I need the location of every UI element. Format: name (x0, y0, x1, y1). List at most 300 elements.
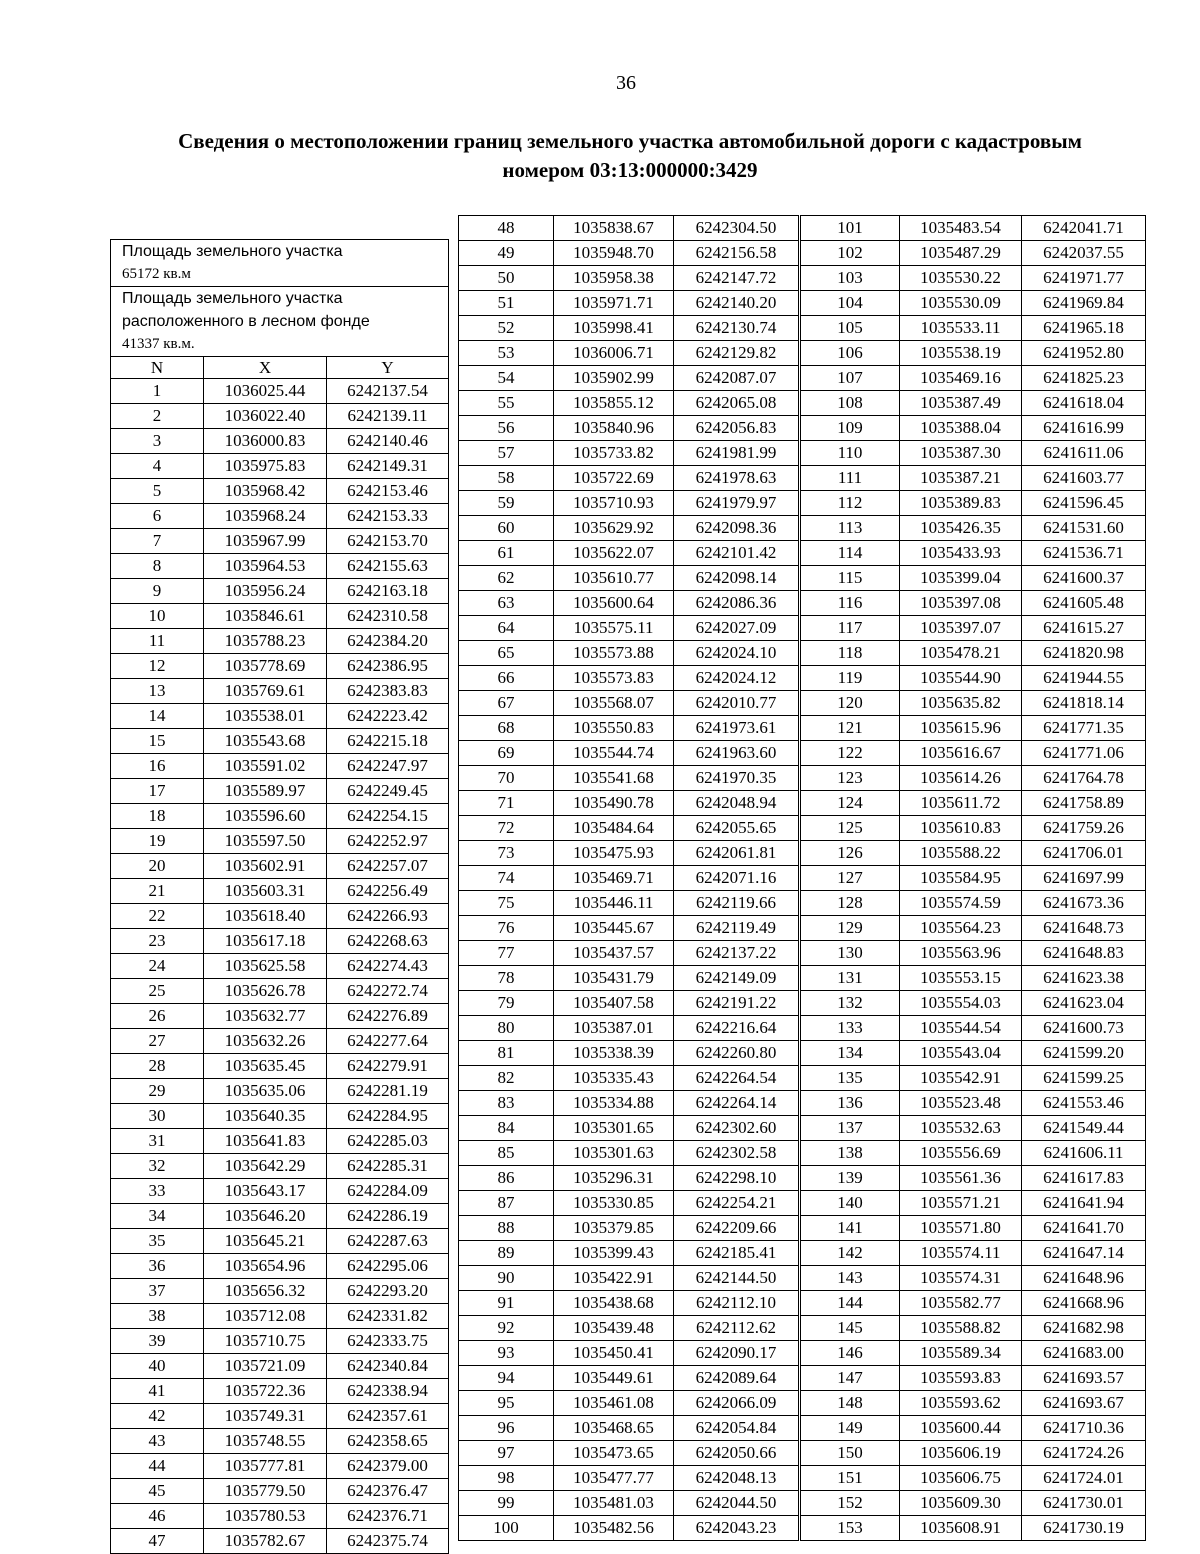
point-number: 73 (459, 841, 554, 866)
point-number: 153 (800, 1516, 900, 1541)
table-row (111, 1179, 449, 1204)
table-row (111, 554, 449, 579)
y-coordinate: 6242153.70 (327, 529, 449, 554)
x-coordinate: 1035490.78 (554, 791, 674, 816)
y-coordinate: 6241979.97 (674, 491, 800, 516)
point-number: 118 (800, 641, 900, 666)
point-number: 7 (111, 529, 204, 554)
y-coordinate: 6241606.11 (1022, 1141, 1146, 1166)
x-coordinate: 1035964.53 (204, 554, 327, 579)
point-number: 38 (111, 1304, 204, 1329)
y-coordinate: 6241553.46 (1022, 1091, 1146, 1116)
x-coordinate: 1035397.07 (900, 616, 1022, 641)
forest-area-cell (111, 287, 449, 357)
point-number: 146 (800, 1341, 900, 1366)
x-coordinate: 1035782.67 (204, 1529, 327, 1554)
point-number: 32 (111, 1154, 204, 1179)
point-number: 128 (800, 891, 900, 916)
area-value: 65172 кв.м (122, 266, 191, 282)
y-coordinate: 6241615.27 (1022, 616, 1146, 641)
x-coordinate: 1035609.30 (900, 1491, 1022, 1516)
table-row (111, 1029, 449, 1054)
point-number: 55 (459, 391, 554, 416)
y-coordinate: 6242137.54 (327, 379, 449, 404)
x-coordinate: 1035543.04 (900, 1041, 1022, 1066)
table-row (459, 916, 1146, 941)
x-coordinate: 1035543.68 (204, 729, 327, 754)
y-coordinate: 6242272.74 (327, 979, 449, 1004)
x-coordinate: 1035561.36 (900, 1166, 1022, 1191)
table-row (111, 654, 449, 679)
x-coordinate: 1035387.49 (900, 391, 1022, 416)
point-number: 52 (459, 316, 554, 341)
point-number: 129 (800, 916, 900, 941)
y-coordinate: 6242041.71 (1022, 216, 1146, 241)
x-coordinate: 1035618.40 (204, 904, 327, 929)
y-coordinate: 6242191.22 (674, 991, 800, 1016)
point-number: 137 (800, 1116, 900, 1141)
point-number: 51 (459, 291, 554, 316)
table-row (111, 704, 449, 729)
column-header-y: Y (327, 357, 449, 379)
x-coordinate: 1035838.67 (554, 216, 674, 241)
point-number: 50 (459, 266, 554, 291)
y-coordinate: 6241617.83 (1022, 1166, 1146, 1191)
table-row (111, 629, 449, 654)
table-row (111, 1254, 449, 1279)
y-coordinate: 6242287.63 (327, 1229, 449, 1254)
x-coordinate: 1035710.75 (204, 1329, 327, 1354)
point-number: 77 (459, 941, 554, 966)
table-row (111, 504, 449, 529)
y-coordinate: 6241603.77 (1022, 466, 1146, 491)
point-number: 89 (459, 1241, 554, 1266)
table-row (459, 891, 1146, 916)
table-row (459, 466, 1146, 491)
table-row (459, 1016, 1146, 1041)
table-row (459, 416, 1146, 441)
x-coordinate: 1035338.39 (554, 1041, 674, 1066)
x-coordinate: 1035468.65 (554, 1416, 674, 1441)
y-coordinate: 6242277.64 (327, 1029, 449, 1054)
x-coordinate: 1035632.77 (204, 1004, 327, 1029)
y-coordinate: 6242055.65 (674, 816, 800, 841)
y-coordinate: 6242284.09 (327, 1179, 449, 1204)
point-number: 44 (111, 1454, 204, 1479)
x-coordinate: 1035902.99 (554, 366, 674, 391)
point-number: 110 (800, 441, 900, 466)
table-row (111, 1279, 449, 1304)
table-row (459, 1466, 1146, 1491)
point-number: 31 (111, 1129, 204, 1154)
x-coordinate: 1035564.23 (900, 916, 1022, 941)
point-number: 66 (459, 666, 554, 691)
x-coordinate: 1035437.57 (554, 941, 674, 966)
x-coordinate: 1035574.59 (900, 891, 1022, 916)
x-coordinate: 1035589.97 (204, 779, 327, 804)
table-row (459, 1066, 1146, 1091)
table-row (111, 929, 449, 954)
point-number: 76 (459, 916, 554, 941)
x-coordinate: 1035301.63 (554, 1141, 674, 1166)
x-coordinate: 1035622.07 (554, 541, 674, 566)
x-coordinate: 1035654.96 (204, 1254, 327, 1279)
point-number: 75 (459, 891, 554, 916)
point-number: 143 (800, 1266, 900, 1291)
table-row (111, 379, 449, 404)
y-coordinate: 6242037.55 (1022, 241, 1146, 266)
y-coordinate: 6242149.31 (327, 454, 449, 479)
y-coordinate: 6242249.45 (327, 779, 449, 804)
point-number: 33 (111, 1179, 204, 1204)
point-number: 3 (111, 429, 204, 454)
y-coordinate: 6241771.06 (1022, 741, 1146, 766)
x-coordinate: 1035422.91 (554, 1266, 674, 1291)
y-coordinate: 6241647.14 (1022, 1241, 1146, 1266)
point-number: 56 (459, 416, 554, 441)
point-number: 96 (459, 1416, 554, 1441)
x-coordinate: 1035563.96 (900, 941, 1022, 966)
table-row (459, 1491, 1146, 1516)
point-number: 13 (111, 679, 204, 704)
page-title-line-1: Сведения о местоположении границ земельного участка автомобильной дороги с кадастровым (178, 129, 1082, 153)
table-row (111, 1104, 449, 1129)
point-number: 138 (800, 1141, 900, 1166)
table-row (111, 1329, 449, 1354)
point-number: 107 (800, 366, 900, 391)
y-coordinate: 6241599.25 (1022, 1066, 1146, 1091)
point-number: 45 (111, 1479, 204, 1504)
y-coordinate: 6242266.93 (327, 904, 449, 929)
x-coordinate: 1035646.20 (204, 1204, 327, 1229)
x-coordinate: 1035397.08 (900, 591, 1022, 616)
x-coordinate: 1035571.80 (900, 1216, 1022, 1241)
point-number: 109 (800, 416, 900, 441)
x-coordinate: 1035388.04 (900, 416, 1022, 441)
table-row (459, 391, 1146, 416)
x-coordinate: 1035600.44 (900, 1416, 1022, 1441)
y-coordinate: 6241724.01 (1022, 1466, 1146, 1491)
table-row (111, 454, 449, 479)
y-coordinate: 6242130.74 (674, 316, 800, 341)
point-number: 18 (111, 804, 204, 829)
table-row (111, 529, 449, 554)
y-coordinate: 6242140.20 (674, 291, 800, 316)
point-number: 61 (459, 541, 554, 566)
table-row (111, 1404, 449, 1429)
table-row (111, 479, 449, 504)
x-coordinate: 1035573.88 (554, 641, 674, 666)
point-number: 36 (111, 1254, 204, 1279)
table-row (459, 1291, 1146, 1316)
table-row (459, 816, 1146, 841)
x-coordinate: 1035450.41 (554, 1341, 674, 1366)
x-coordinate: 1035483.54 (900, 216, 1022, 241)
point-number: 11 (111, 629, 204, 654)
point-number: 140 (800, 1191, 900, 1216)
y-coordinate: 6242163.18 (327, 579, 449, 604)
point-number: 67 (459, 691, 554, 716)
table-row (111, 829, 449, 854)
y-coordinate: 6241764.78 (1022, 766, 1146, 791)
table-row (459, 941, 1146, 966)
point-number: 124 (800, 791, 900, 816)
point-number: 95 (459, 1391, 554, 1416)
point-number: 22 (111, 904, 204, 929)
y-coordinate: 6242276.89 (327, 1004, 449, 1029)
y-coordinate: 6242268.63 (327, 929, 449, 954)
x-coordinate: 1035788.23 (204, 629, 327, 654)
x-coordinate: 1035635.06 (204, 1079, 327, 1104)
x-coordinate: 1035582.77 (900, 1291, 1022, 1316)
y-coordinate: 6241618.04 (1022, 391, 1146, 416)
point-number: 142 (800, 1241, 900, 1266)
y-coordinate: 6242302.58 (674, 1141, 800, 1166)
x-coordinate: 1035482.56 (554, 1516, 674, 1541)
y-coordinate: 6241611.06 (1022, 441, 1146, 466)
table-row (111, 404, 449, 429)
table-row (459, 1041, 1146, 1066)
point-number: 25 (111, 979, 204, 1004)
point-number: 113 (800, 516, 900, 541)
x-coordinate: 1035431.79 (554, 966, 674, 991)
point-number: 122 (800, 741, 900, 766)
x-coordinate: 1035574.31 (900, 1266, 1022, 1291)
x-coordinate: 1035710.93 (554, 491, 674, 516)
y-coordinate: 6242384.20 (327, 629, 449, 654)
point-number: 65 (459, 641, 554, 666)
y-coordinate: 6241600.73 (1022, 1016, 1146, 1041)
point-number: 134 (800, 1041, 900, 1066)
table-row (459, 1516, 1146, 1541)
x-coordinate: 1035617.18 (204, 929, 327, 954)
x-coordinate: 1035593.83 (900, 1366, 1022, 1391)
y-coordinate: 6241596.45 (1022, 491, 1146, 516)
table-row (111, 904, 449, 929)
y-coordinate: 6242086.36 (674, 591, 800, 616)
table-row (111, 854, 449, 879)
point-number: 58 (459, 466, 554, 491)
x-coordinate: 1035632.26 (204, 1029, 327, 1054)
y-coordinate: 6242050.66 (674, 1441, 800, 1466)
x-coordinate: 1036025.44 (204, 379, 327, 404)
table-row (111, 1504, 449, 1529)
point-number: 39 (111, 1329, 204, 1354)
y-coordinate: 6242357.61 (327, 1404, 449, 1429)
page-number: 36 (616, 72, 636, 94)
x-coordinate: 1035433.93 (900, 541, 1022, 566)
y-coordinate: 6241952.80 (1022, 341, 1146, 366)
forest-area-value: 41337 кв.м. (122, 336, 195, 352)
x-coordinate: 1035550.83 (554, 716, 674, 741)
point-number: 84 (459, 1116, 554, 1141)
coordinates-table-left (110, 239, 449, 1554)
x-coordinate: 1035542.91 (900, 1066, 1022, 1091)
table-row (111, 1354, 449, 1379)
x-coordinate: 1035956.24 (204, 579, 327, 604)
x-coordinate: 1035610.83 (900, 816, 1022, 841)
y-coordinate: 6241616.99 (1022, 416, 1146, 441)
x-coordinate: 1035446.11 (554, 891, 674, 916)
x-coordinate: 1035387.21 (900, 466, 1022, 491)
y-coordinate: 6242257.07 (327, 854, 449, 879)
y-coordinate: 6242048.94 (674, 791, 800, 816)
y-coordinate: 6242061.81 (674, 841, 800, 866)
point-number: 69 (459, 741, 554, 766)
table-row (459, 666, 1146, 691)
point-number: 82 (459, 1066, 554, 1091)
point-number: 57 (459, 441, 554, 466)
point-number: 14 (111, 704, 204, 729)
y-coordinate: 6241971.77 (1022, 266, 1146, 291)
table-row (111, 804, 449, 829)
point-number: 106 (800, 341, 900, 366)
y-coordinate: 6242153.33 (327, 504, 449, 529)
y-coordinate: 6242358.65 (327, 1429, 449, 1454)
x-coordinate: 1035596.60 (204, 804, 327, 829)
x-coordinate: 1035575.11 (554, 616, 674, 641)
y-coordinate: 6241599.20 (1022, 1041, 1146, 1066)
y-coordinate: 6241641.70 (1022, 1216, 1146, 1241)
point-number: 26 (111, 1004, 204, 1029)
point-number: 10 (111, 604, 204, 629)
x-coordinate: 1035606.75 (900, 1466, 1022, 1491)
x-coordinate: 1035748.55 (204, 1429, 327, 1454)
y-coordinate: 6242254.15 (327, 804, 449, 829)
x-coordinate: 1035780.53 (204, 1504, 327, 1529)
y-coordinate: 6241963.60 (674, 741, 800, 766)
table-row (459, 1366, 1146, 1391)
point-number: 83 (459, 1091, 554, 1116)
table-row (111, 954, 449, 979)
point-number: 99 (459, 1491, 554, 1516)
x-coordinate: 1035541.68 (554, 766, 674, 791)
y-coordinate: 6242098.14 (674, 566, 800, 591)
area-label: Площадь земельного участка (122, 243, 343, 260)
x-coordinate: 1035334.88 (554, 1091, 674, 1116)
point-number: 42 (111, 1404, 204, 1429)
y-coordinate: 6242302.60 (674, 1116, 800, 1141)
x-coordinate: 1035778.69 (204, 654, 327, 679)
y-coordinate: 6242071.16 (674, 866, 800, 891)
table-row (459, 591, 1146, 616)
point-number: 136 (800, 1091, 900, 1116)
table-row (459, 291, 1146, 316)
y-coordinate: 6241710.36 (1022, 1416, 1146, 1441)
x-coordinate: 1035538.01 (204, 704, 327, 729)
table-row (111, 1004, 449, 1029)
y-coordinate: 6241693.67 (1022, 1391, 1146, 1416)
x-coordinate: 1035635.82 (900, 691, 1022, 716)
point-number: 135 (800, 1066, 900, 1091)
point-number: 102 (800, 241, 900, 266)
y-coordinate: 6242155.63 (327, 554, 449, 579)
x-coordinate: 1035722.69 (554, 466, 674, 491)
point-number: 68 (459, 716, 554, 741)
x-coordinate: 1035573.83 (554, 666, 674, 691)
y-coordinate: 6241673.36 (1022, 891, 1146, 916)
table-row (111, 1529, 449, 1554)
y-coordinate: 6242144.50 (674, 1266, 800, 1291)
x-coordinate: 1035473.65 (554, 1441, 674, 1466)
x-coordinate: 1035296.31 (554, 1166, 674, 1191)
y-coordinate: 6242216.64 (674, 1016, 800, 1041)
table-row (111, 1154, 449, 1179)
y-coordinate: 6242333.75 (327, 1329, 449, 1354)
table-row (459, 1191, 1146, 1216)
point-number: 112 (800, 491, 900, 516)
x-coordinate: 1035642.29 (204, 1154, 327, 1179)
y-coordinate: 6242027.09 (674, 616, 800, 641)
x-coordinate: 1035469.16 (900, 366, 1022, 391)
table-row (459, 616, 1146, 641)
x-coordinate: 1035554.03 (900, 991, 1022, 1016)
y-coordinate: 6241641.94 (1022, 1191, 1146, 1216)
point-number: 91 (459, 1291, 554, 1316)
table-row (459, 1091, 1146, 1116)
y-coordinate: 6241605.48 (1022, 591, 1146, 616)
table-row (459, 791, 1146, 816)
table-row (459, 491, 1146, 516)
y-coordinate: 6242247.97 (327, 754, 449, 779)
point-number: 79 (459, 991, 554, 1016)
point-number: 24 (111, 954, 204, 979)
table-row (459, 741, 1146, 766)
point-number: 41 (111, 1379, 204, 1404)
x-coordinate: 1035712.08 (204, 1304, 327, 1329)
table-row (459, 1116, 1146, 1141)
y-coordinate: 6242140.46 (327, 429, 449, 454)
x-coordinate: 1035733.82 (554, 441, 674, 466)
table-row (459, 716, 1146, 741)
point-number: 59 (459, 491, 554, 516)
x-coordinate: 1035968.42 (204, 479, 327, 504)
table-row (111, 1429, 449, 1454)
y-coordinate: 6241730.19 (1022, 1516, 1146, 1541)
y-coordinate: 6242256.49 (327, 879, 449, 904)
x-coordinate: 1035948.70 (554, 241, 674, 266)
table-row (459, 516, 1146, 541)
point-number: 53 (459, 341, 554, 366)
page-title-line-2: номером 03:13:000000:3429 (502, 158, 758, 182)
x-coordinate: 1035643.17 (204, 1179, 327, 1204)
point-number: 71 (459, 791, 554, 816)
point-number: 64 (459, 616, 554, 641)
table-row (459, 1441, 1146, 1466)
y-coordinate: 6242156.58 (674, 241, 800, 266)
table-row (111, 1454, 449, 1479)
point-number: 85 (459, 1141, 554, 1166)
point-number: 27 (111, 1029, 204, 1054)
x-coordinate: 1035721.09 (204, 1354, 327, 1379)
y-coordinate: 6241969.84 (1022, 291, 1146, 316)
coordinates-table-right (458, 215, 1146, 1541)
point-number: 74 (459, 866, 554, 891)
point-number: 1 (111, 379, 204, 404)
x-coordinate: 1035544.54 (900, 1016, 1022, 1041)
point-number: 2 (111, 404, 204, 429)
table-row (459, 216, 1146, 241)
x-coordinate: 1035553.15 (900, 966, 1022, 991)
y-coordinate: 6241697.99 (1022, 866, 1146, 891)
table-row (459, 766, 1146, 791)
x-coordinate: 1035603.31 (204, 879, 327, 904)
x-coordinate: 1035574.11 (900, 1241, 1022, 1266)
point-number: 150 (800, 1441, 900, 1466)
x-coordinate: 1035625.58 (204, 954, 327, 979)
table-row (111, 1079, 449, 1104)
point-number: 54 (459, 366, 554, 391)
